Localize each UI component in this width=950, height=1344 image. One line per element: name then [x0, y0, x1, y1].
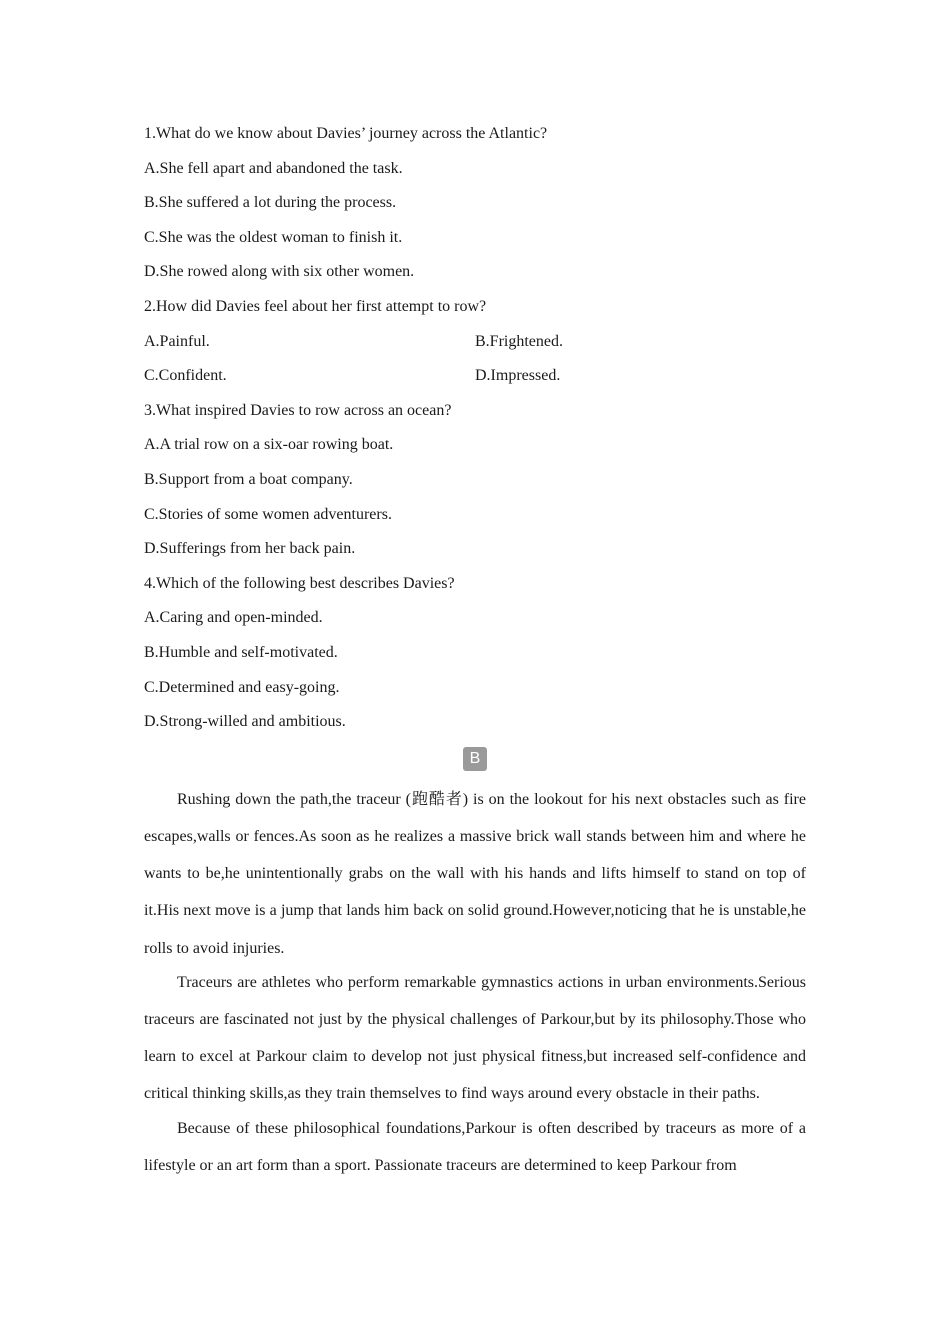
question-4-option-d: D.Strong-willed and ambitious. [144, 713, 346, 731]
question-2-option-b: B.Frightened. [475, 332, 563, 350]
question-1-option-c: C.She was the oldest woman to finish it. [144, 228, 403, 246]
question-3-option-c: C.Stories of some women adventurers. [144, 505, 392, 523]
section-header [144, 747, 806, 771]
question-1-stem: 1.What do we know about Davies’ journey across the Atlantic? [144, 125, 548, 142]
section-b-badge: B [463, 747, 487, 771]
question-3-option-d: D.Sufferings from her back pain. [144, 540, 356, 558]
question-3-stem: 3.What inspired Davies to row across an ocean? [144, 401, 452, 419]
document-page [144, 124, 806, 1181]
passage-paragraph-2: Traceurs are athletes who perform remarkable gymnastics actions in urban environments.Serious traceurs are fascinated not just by the physical challenges of Parkour,but by its philosophy.Those who learn to excel at Parkour claim to develop not just physical fitness,but increased self-confidence and critical thinking skills,as they train themselves to find ways around every obstacle in their paths. [144, 973, 806, 1103]
question-2-stem: 2.How did Davies feel about her first attempt to row? [144, 297, 487, 315]
question-2-option-d: D.Impressed. [475, 367, 561, 385]
question-4-option-a: A.Caring and open-minded. [144, 609, 323, 627]
question-2-option-c: C.Confident. [144, 367, 227, 385]
question-3-option-a: A.A trial row on a six-oar rowing boat. [144, 436, 394, 454]
passage-paragraph-1: Rushing down the path,the traceur (跑酷者) is on the lookout for his next obstacles such as fire escapes,walls or fences.As soon as he realizes a massive brick wall stands between him and where he wants to be,he unintentionally grabs on the wall with his hands and lifts himself to stand on top of it.His next move is a jump that lands him back on solid ground.However,noticing that he is unstable,he rolls to avoid injuries. [144, 790, 806, 957]
question-2-options-row-2 [144, 366, 806, 386]
question-1-option-a: A.She fell apart and abandoned the task. [144, 159, 403, 177]
question-3-option-b: B.Support from a boat company. [144, 470, 353, 488]
question-4-option-c: C.Determined and easy-going. [144, 678, 340, 696]
question-4-stem: 4.Which of the following best describes Davies? [144, 574, 455, 592]
question-2-options-row-1 [144, 332, 806, 352]
question-1-option-b: B.She suffered a lot during the process. [144, 194, 397, 212]
question-4-option-b: B.Humble and self-motivated. [144, 643, 338, 661]
question-1-option-d: D.She rowed along with six other women. [144, 263, 415, 281]
passage-paragraph-3: Because of these philosophical foundations,Parkour is often described by traceurs as more of a lifestyle or an art form than a sport. Passionate traceurs are determined to keep Parkour from [144, 1119, 806, 1174]
question-2-option-a: A.Painful. [144, 332, 210, 350]
